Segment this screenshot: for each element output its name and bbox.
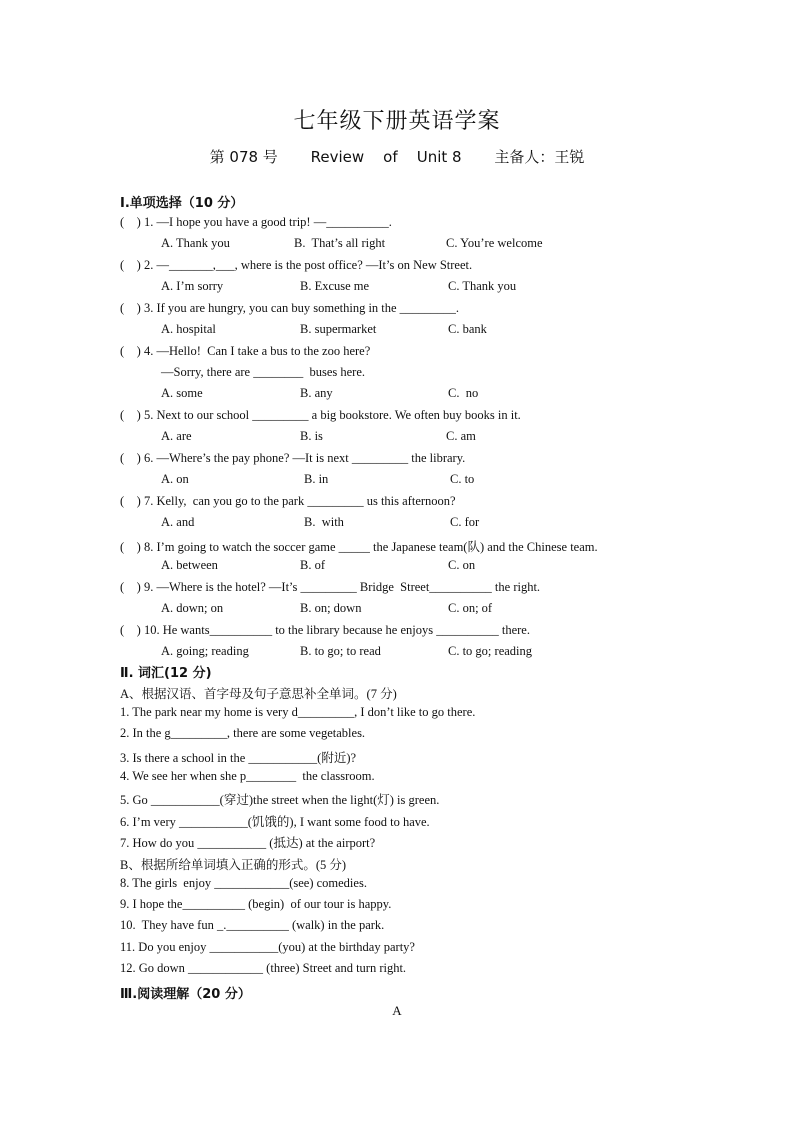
answer-option: B. is <box>300 429 323 443</box>
answer-option: C. Thank you <box>448 279 517 293</box>
answer-option: A. down; on <box>161 601 224 615</box>
vocab-item: 4. We see her when she p________ the classroom. <box>120 768 375 783</box>
answer-option: B. That’s all right <box>294 236 386 250</box>
answer-option: B. Excuse me <box>300 279 370 293</box>
question-text: ( ) 2. —_______,___, where is the post office? —It’s on New Street. <box>120 258 473 272</box>
answer-option: A. Thank you <box>161 236 230 250</box>
answer-option: A. some <box>161 386 203 400</box>
answer-option: C. on <box>448 558 476 572</box>
vocab-item: 7. How do you ___________ (抵达) at the airport? <box>120 835 376 850</box>
vocab-item: 6. I’m very ___________(饥饿的), I want some food to have. <box>120 814 430 829</box>
answer-option: C. for <box>450 515 480 529</box>
review-label: Review of Unit 8 <box>310 148 462 166</box>
vocab-item: 9. I hope the__________ (begin) of our tour is happy. <box>120 897 392 912</box>
answer-option: A. going; reading <box>161 644 249 658</box>
question-text: ( ) 10. He wants__________ to the library because he enjoys __________ there. <box>120 623 530 637</box>
answer-option: B. any <box>300 386 333 400</box>
answer-option: A. I’m sorry <box>161 279 224 293</box>
question-text: ( ) 5. Next to our school _________ a big bookstore. We often buy books in it. <box>120 408 521 422</box>
vocab-item: 2. In the g_________, there are some vegetables. <box>120 726 366 741</box>
question-text: ( ) 1. —I hope you have a good trip! —__________. <box>120 215 392 229</box>
question-text: ( ) 9. —Where is the hotel? —It’s _________ Bridge Street__________ the right. <box>120 580 541 594</box>
vocab-item: 10. They have fun _.__________ (walk) in the park. <box>120 918 385 933</box>
question-text: ( ) 4. —Hello! Can I take a bus to the zoo here? <box>120 344 371 358</box>
part-a-instruction: A、根据汉语、首字母及句子意思补全单词。(7 分) <box>120 687 397 701</box>
question-text: ( ) 7. Kelly, can you go to the park _________ us this afternoon? <box>120 494 456 508</box>
vocab-item: 1. The park near my home is very d_________, I don’t like to go there. <box>120 705 476 719</box>
answer-option: A. on <box>161 472 189 486</box>
answer-option: A. and <box>161 515 195 529</box>
answer-option: B. on; down <box>300 601 362 615</box>
page-title: 七年级下册英语学案 <box>293 109 501 134</box>
author-label: 主备人：王锐 <box>494 148 585 166</box>
answer-option: B. with <box>304 515 344 529</box>
question-text: ( ) 6. —Where’s the pay phone? —It is next _________ the library. <box>120 451 466 465</box>
answer-option: B. in <box>304 472 329 486</box>
section-heading: Ⅲ.阅读理解（20 分） <box>120 987 251 1002</box>
part-b-instruction: B、根据所给单词填入正确的形式。(5 分) <box>120 858 347 872</box>
answer-option: B. to go; to read <box>300 644 381 658</box>
question-text: ( ) 8. I’m going to watch the soccer game _____ the Japanese team(队) and the Chinese team. <box>120 540 598 554</box>
answer-option: C. to <box>450 472 475 486</box>
passage-label: A <box>392 1003 402 1018</box>
answer-option: C. bank <box>448 322 487 336</box>
doc-number: 第 078 号 <box>209 148 278 166</box>
question-text: ( ) 3. If you are hungry, you can buy something in the _________. <box>120 301 460 315</box>
answer-option: A. hospital <box>161 322 216 336</box>
answer-option: C. am <box>446 429 476 443</box>
answer-option: B. of <box>300 558 325 572</box>
answer-option: C. no <box>448 386 479 400</box>
section-heading: Ⅰ.单项选择（10 分） <box>120 196 244 211</box>
vocab-item: 3. Is there a school in the ___________(附近)? <box>120 750 357 765</box>
page-subtitle <box>0 146 794 167</box>
answer-option: C. to go; reading <box>448 644 533 658</box>
answer-option: B. supermarket <box>300 322 377 336</box>
vocab-item: 5. Go ___________(穿过)the street when the light(灯) is green. <box>120 793 440 808</box>
vocab-item: 8. The girls enjoy ____________(see) comedies. <box>120 876 367 890</box>
vocab-item: 12. Go down ____________ (three) Street and turn right. <box>120 960 407 975</box>
answer-option: C. on; of <box>448 601 493 615</box>
answer-option: A. are <box>161 429 192 443</box>
answer-option: A. between <box>161 558 218 572</box>
question-text-line2: —Sorry, there are ________ buses here. <box>161 365 365 379</box>
answer-option: C. You’re welcome <box>446 236 543 250</box>
section-heading: Ⅱ. 词汇(12 分) <box>120 666 212 681</box>
vocab-item: 11. Do you enjoy ___________(you) at the birthday party? <box>120 939 415 954</box>
